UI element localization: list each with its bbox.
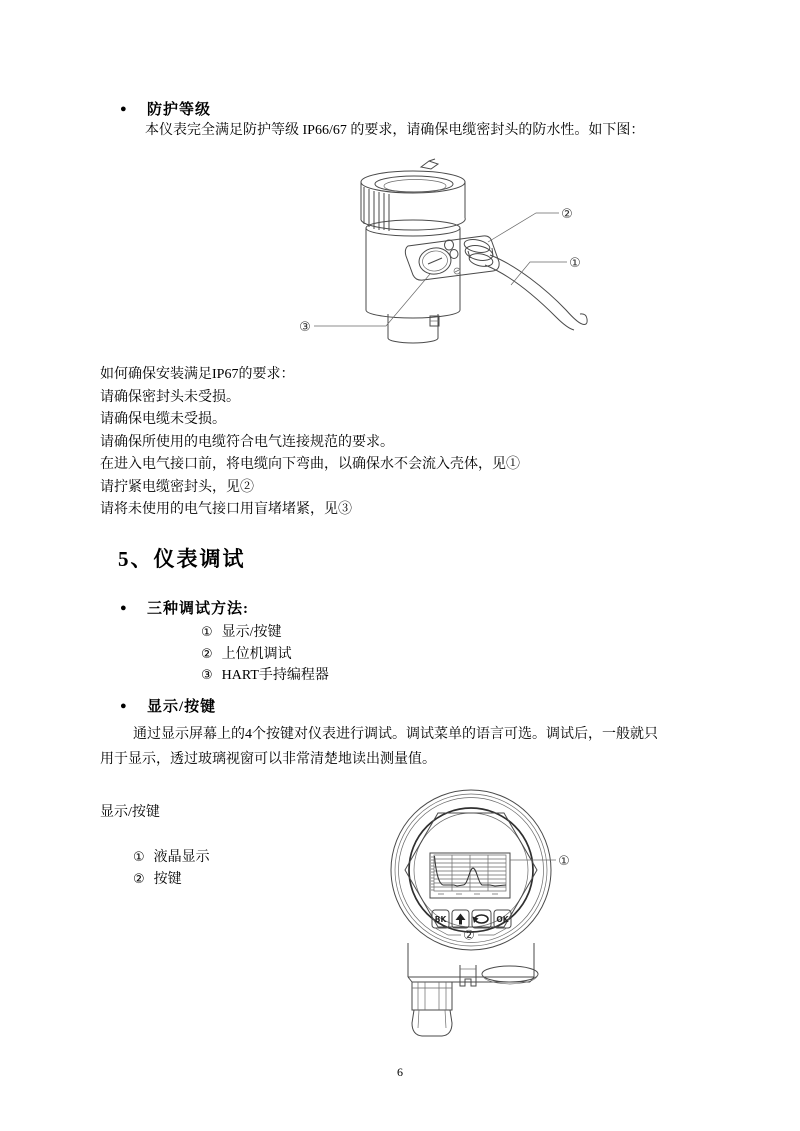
bullet-icon: ● [120, 699, 127, 712]
key-back-label: BK [434, 915, 447, 924]
housing-body [366, 220, 460, 318]
leader-cable [511, 262, 567, 285]
item-number: ① [201, 625, 213, 640]
item-number: ② [133, 872, 145, 888]
checklist-line: 如何确保安装满足IP67的要求： [100, 367, 295, 382]
bullet-display-keys [120, 695, 216, 716]
lcd-display [430, 853, 510, 898]
up-arrow-icon [456, 914, 466, 925]
item-label: 按键 [153, 872, 182, 888]
protection-intro: 本仪表完全满足防护等级 IP66/67 的要求，请确保电缆密封头的防水性。如下图： [145, 123, 645, 138]
page-number: 6 [397, 1065, 403, 1079]
checklist-line: 请确保电缆未受损。 [100, 412, 226, 427]
figure2-caption: 显示/按键 [100, 805, 160, 820]
display-paragraph-line1: 通过显示屏幕上的4个按键对仪表进行调试。调试菜单的语言可选。调试后，一般就只 [133, 727, 658, 742]
figure-display-keys [368, 785, 604, 1049]
cable-gland [463, 237, 494, 268]
center-bracket [460, 965, 476, 986]
checklist-line: 请将未使用的电气接口用盲堵堵紧，见③ [100, 502, 352, 517]
key-ok-label: OK [496, 915, 509, 924]
item-label: 液晶显示 [153, 850, 210, 865]
base-housing [408, 943, 538, 1036]
item-number: ② [201, 646, 213, 662]
ribbed-cap [361, 171, 465, 231]
cap-tab [421, 161, 438, 169]
checklist-line: 请确保密封头未受损。 [100, 389, 240, 405]
methods-title: 三种调试方法: [147, 601, 249, 617]
list-item [201, 622, 329, 644]
checklist-line: 请拧紧电缆密封头，见② [100, 479, 254, 495]
figure-cable-gland [278, 158, 602, 352]
item-number: ③ [201, 668, 213, 684]
loop-arrow-icon [473, 915, 489, 923]
figure1-label-plug: ③ [299, 320, 311, 335]
item-label: 显示/按键 [221, 625, 282, 640]
list-item [133, 847, 210, 869]
display-paragraph-line2: 用于显示，透过玻璃视窗可以非常清楚地读出测量值。 [100, 752, 436, 767]
list-item [133, 869, 210, 891]
list-item [201, 665, 329, 687]
figure1-label-cable: ① [569, 256, 581, 271]
section5-heading: 5、仪表调试 [118, 547, 246, 571]
leader-gland [488, 213, 559, 242]
figure2-label-lcd: ① [558, 854, 570, 869]
checklist-line: 请确保所使用的电缆符合电气连接规范的要求。 [100, 434, 394, 450]
display-title: 显示/按键 [147, 699, 217, 715]
bullet-protection-grade [120, 98, 211, 119]
figure2-label-keys: ② [463, 928, 475, 944]
terminal-block [405, 236, 499, 280]
protection-title: 防护等级 [147, 102, 212, 118]
item-number: ① [133, 850, 145, 865]
bottom-cable-gland [412, 982, 452, 1036]
bullet-icon: ● [120, 102, 127, 115]
checklist-line: 在进入电气接口前，将电缆向下弯曲，以确保水不会流入壳体，见① [100, 457, 520, 472]
list-item [201, 644, 329, 666]
bullet-methods [120, 597, 249, 618]
ip67-checklist [100, 364, 520, 522]
figure1-label-gland: ② [561, 207, 573, 222]
bullet-icon: ● [120, 601, 127, 614]
item-label: HART手持编程器 [221, 668, 329, 684]
port-cover [482, 966, 538, 982]
figure2-legend [133, 847, 210, 892]
methods-list [201, 622, 329, 687]
item-label: 上位机调试 [221, 646, 292, 662]
